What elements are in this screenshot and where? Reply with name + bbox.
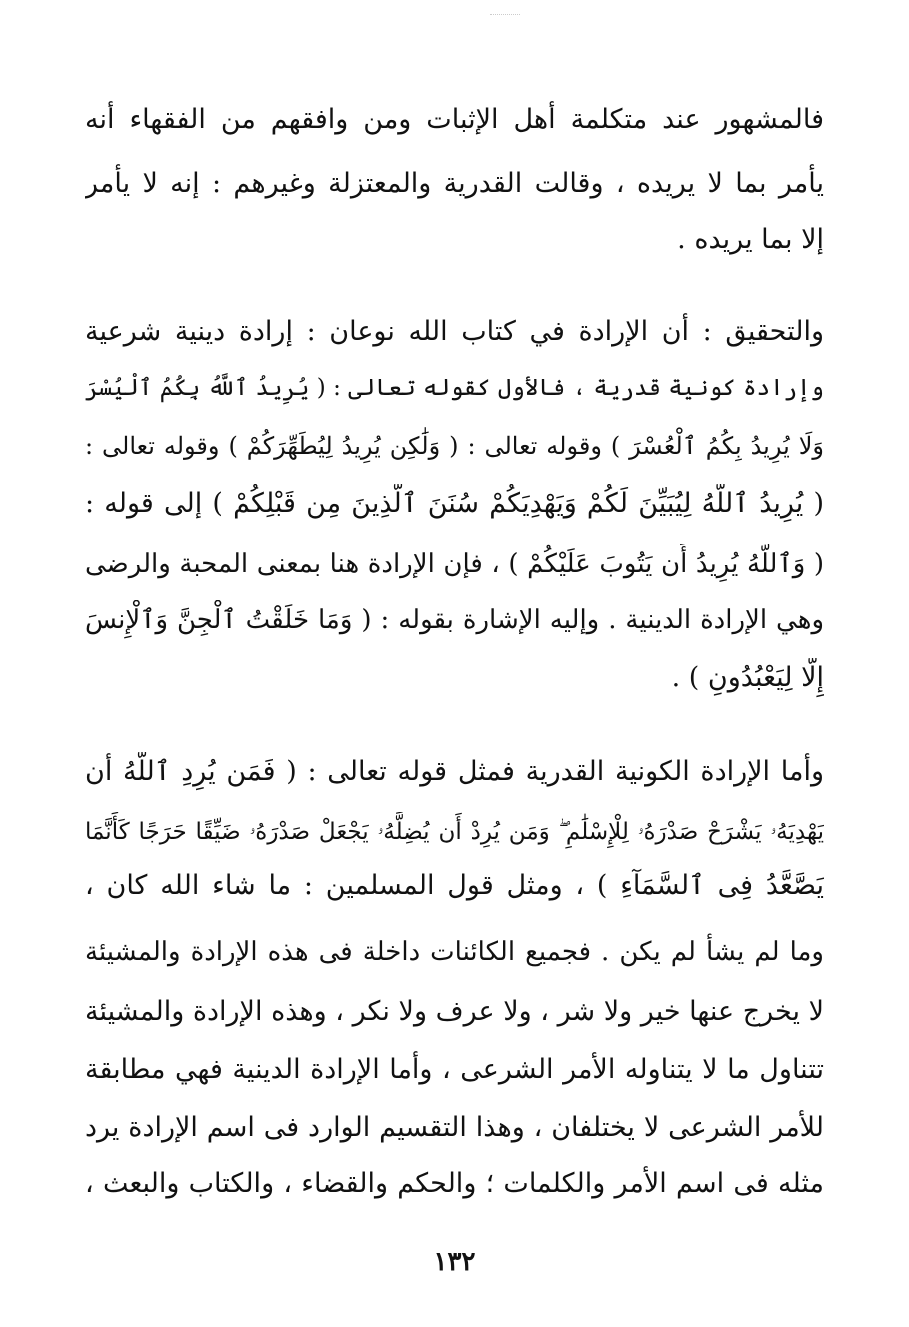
text-line: تتناول ما لا يتناوله الأمر الشرعى ، وأما الإرادة الدينية فهي مطابقة — [85, 1054, 824, 1085]
text-line: وأما الإرادة الكونية القدرية فمثل قوله تعالى : ( فَمَن يُرِدِ ٱللَّهُ أَن — [85, 756, 824, 787]
text-line: يَهْدِيَهُۥ يَشْرَحْ صَدْرَهُۥ لِلْإِسْلَٰمِ ۖ وَمَن يُرِدْ أَن يُضِلَّهُۥ يَجْعَلْ صَدْرَهُۥ ضَيِّقًا حَرَجًا كَأَنَّمَا — [85, 819, 824, 845]
text-line: يَصَّعَّدُ فِى ٱلسَّمَآءِ ) ، ومثل قول المسلمين : ما شاء الله كان ، — [85, 870, 824, 901]
text-line: وإرادة كونية قدرية ، فالأول كقوله تعالى : ( يُرِيدُ ٱللَّهُ بِكُمُ ٱلْيُسْرَ — [85, 375, 824, 401]
scan-mark — [490, 14, 520, 16]
text-line: مثله فى اسم الأمر والكلمات ؛ والحكم والقضاء ، والكتاب والبعث ، — [85, 1168, 824, 1199]
text-line: إلا بما يريده . — [677, 224, 824, 255]
text-line: والتحقيق : أن الإرادة في كتاب الله نوعان : إرادة دينية شرعية — [85, 316, 824, 347]
text-line: يأمر بما لا يريده ، وقالت القدرية والمعتزلة وغيرهم : إنه لا يأمر — [85, 168, 824, 199]
text-line: وَلَا يُرِيدُ بِكُمُ ٱلْعُسْرَ ) وقوله تعالى : ( وَلَٰكِن يُرِيدُ لِيُطَهِّرَكُمْ ) وقوله تعالى : — [85, 432, 824, 460]
page-number: ١٣٢ — [433, 1247, 476, 1277]
text-line: فالمشهور عند متكلمة أهل الإثبات ومن وافقهم من الفقهاء أنه — [85, 104, 824, 135]
text-line: وهي الإرادة الدينية . وإليه الإشارة بقوله : ( وَمَا خَلَقْتُ ٱلْجِنَّ وَٱلْإِنسَ — [85, 605, 824, 635]
text-line: للأمر الشرعى لا يختلفان ، وهذا التقسيم الوارد فى اسم الإرادة يرد — [85, 1112, 824, 1143]
text-line: ( وَٱللَّهُ يُرِيدُ أَن يَتُوبَ عَلَيْكُمْ ) ، فإن الإرادة هنا بمعنى المحبة والرضى — [85, 549, 824, 579]
text-line: ( يُرِيدُ ٱللَّهُ لِيُبَيِّنَ لَكُمْ وَيَهْدِيَكُمْ سُنَنَ ٱلَّذِينَ مِن قَبْلِكُمْ ) إلى قوله : — [85, 488, 824, 519]
text-line: لا يخرج عنها خير ولا شر ، ولا عرف ولا نكر ، وهذه الإرادة والمشيئة — [85, 996, 824, 1027]
text-line: وما لم يشأ لم يكن . فجميع الكائنات داخلة فى هذه الإرادة والمشيئة — [85, 937, 824, 967]
text-line: إِلَّا لِيَعْبُدُونِ ) . — [671, 662, 824, 693]
